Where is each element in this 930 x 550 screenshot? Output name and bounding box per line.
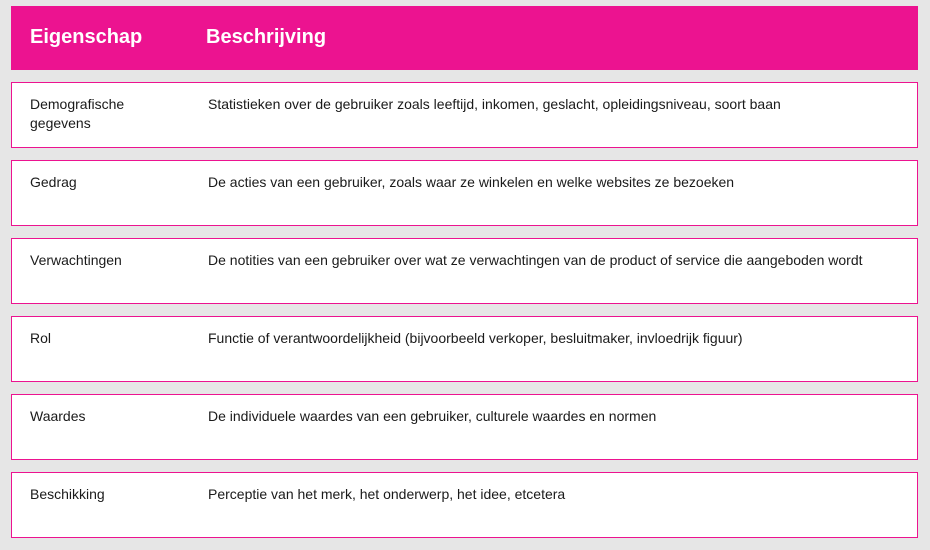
row-description: Functie of verantwoordelijkheid (bijvoorbeeld verkoper, besluitmaker, invloedrijk figuur): [208, 330, 743, 346]
table-row: [11, 316, 918, 382]
row-description: De notities van een gebruiker over wat ze verwachtingen van de product of service die aangeboden wordt: [208, 252, 863, 268]
row-description: De acties van een gebruiker, zoals waar ze winkelen en welke websites ze bezoeken: [208, 174, 735, 190]
row-property: Rol: [30, 330, 52, 346]
table-row: [11, 82, 918, 148]
table-row: [11, 394, 918, 460]
row-description: De individuele waardes van een gebruiker, culturele waardes en normen: [208, 408, 657, 424]
row-property: Beschikking: [30, 486, 105, 502]
table-row: [11, 238, 918, 304]
row-description: Statistieken over de gebruiker zoals leeftijd, inkomen, geslacht, opleidingsniveau, soort baan: [208, 96, 781, 112]
row-description: Perceptie van het merk, het onderwerp, het idee, etcetera: [208, 486, 566, 502]
row-property: Waardes: [30, 408, 86, 424]
table-header: [11, 6, 918, 70]
table-row: [11, 472, 918, 538]
row-property: Gedrag: [30, 174, 77, 190]
table-row: [11, 160, 918, 226]
row-property: Verwachtingen: [30, 252, 122, 268]
header-beschrijving: Beschrijving: [206, 26, 327, 48]
row-property: Demografische gegevens: [30, 96, 125, 131]
header-eigenschap: Eigenschap: [30, 26, 143, 48]
